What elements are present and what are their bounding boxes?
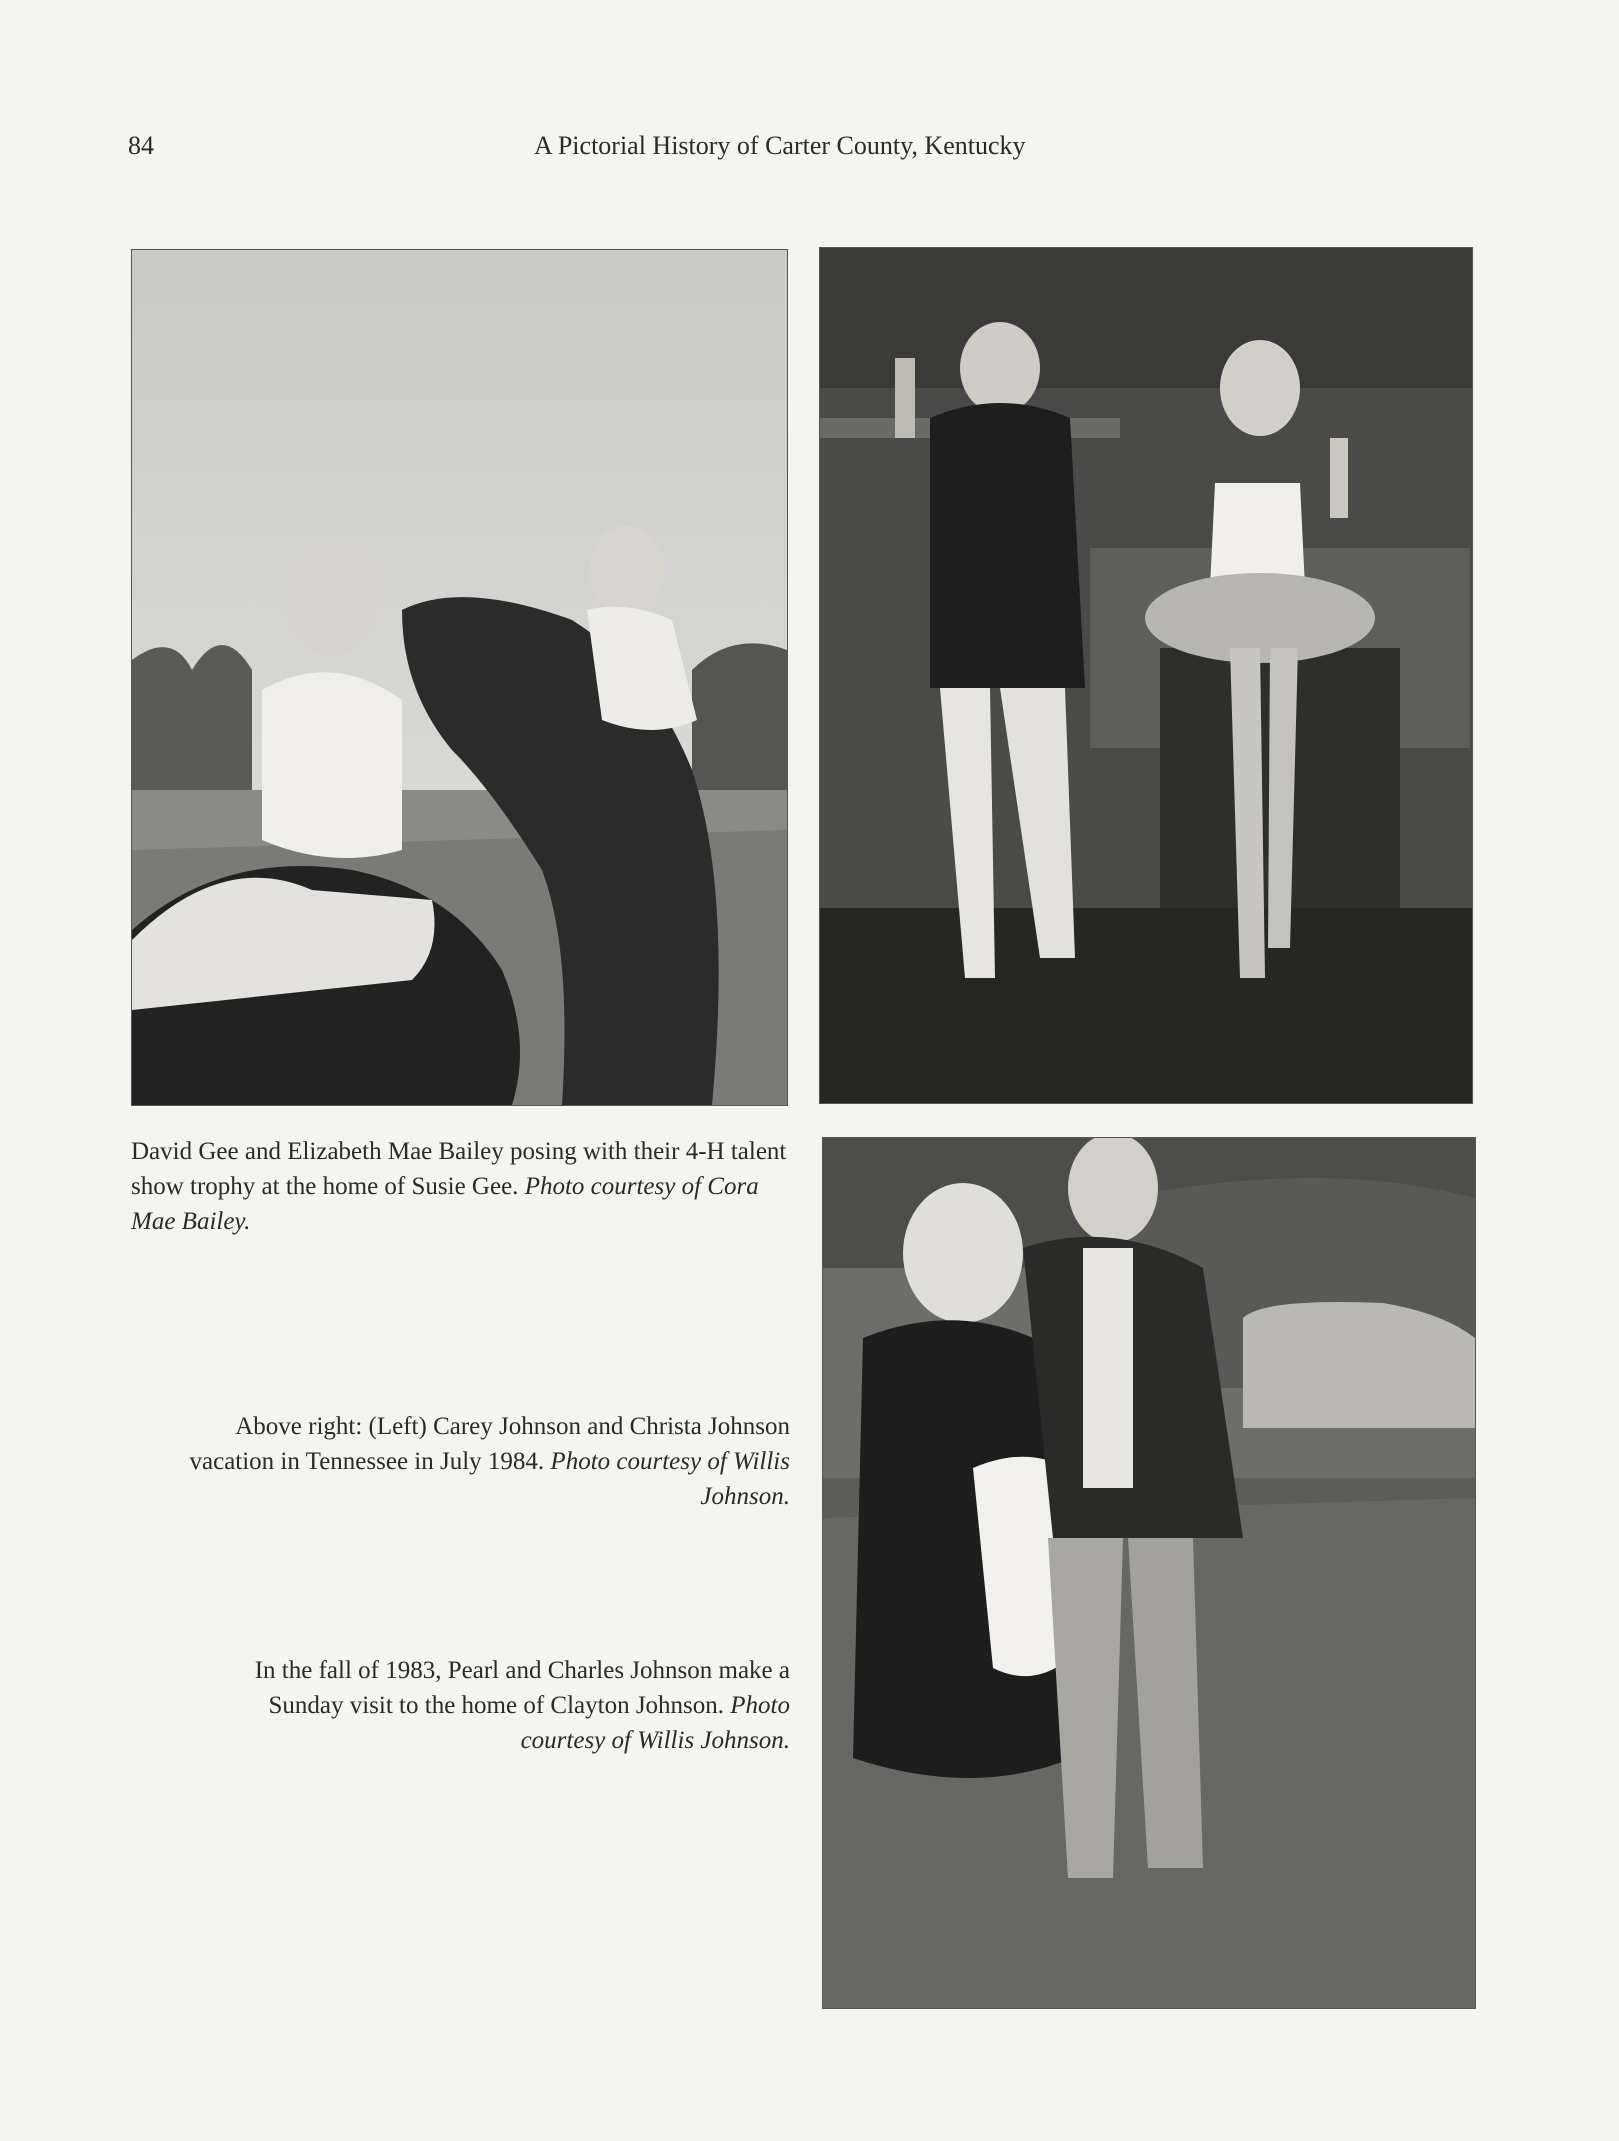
- photo-credit: Photo courtesy of Willis Johnson.: [520, 1692, 790, 1754]
- caption-trophy-photo: [131, 1134, 789, 1239]
- caption-tennessee-vacation: [170, 1409, 790, 1514]
- running-header: A Pictorial History of Carter County, Kentucky: [534, 131, 1026, 160]
- photo-children-with-trophies: [819, 247, 1473, 1104]
- caption-text: Above right: (Left) Carey Johnson and Christa Johnson vacation in Tennessee in July 1984.: [189, 1413, 790, 1475]
- caption-sunday-visit: [185, 1653, 790, 1758]
- photo-credit: Photo courtesy of Cora Mae Bailey.: [131, 1173, 759, 1235]
- photo-children-on-horses: [131, 249, 788, 1106]
- photo-pearl-and-charles-johnson: [822, 1137, 1476, 2009]
- page-number: 84: [128, 131, 154, 160]
- photo-credit: Photo courtesy of Willis Johnson.: [550, 1448, 790, 1510]
- caption-text: David Gee and Elizabeth Mae Bailey posing with their 4-H talent show trophy at the home of Susie Gee.: [131, 1138, 787, 1200]
- caption-text: In the fall of 1983, Pearl and Charles Johnson make a Sunday visit to the home of Clayton Johnson.: [254, 1657, 790, 1719]
